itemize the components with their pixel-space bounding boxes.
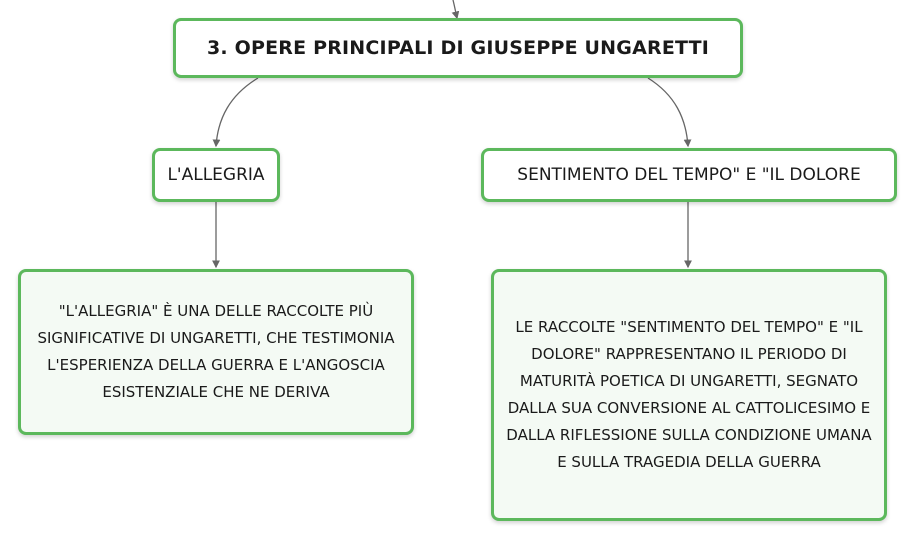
branch-node-sentimento[interactable] <box>481 148 897 202</box>
branch-title-sentimento: SENTIMENTO DEL TEMPO" E "IL DOLORE <box>517 165 861 185</box>
connector-root-to-allegria <box>216 78 258 146</box>
leaf-text-allegria: "L'ALLEGRIA" È UNA DELLE RACCOLTE PIÙ SIGNIFICATIVE DI UNGARETTI, CHE TESTIMONIA L'ESPERIENZA DELLA GUERRA E L'ANGOSCIA ESISTENZIALE CHE NE DERIVA <box>37 302 395 401</box>
root-node[interactable] <box>173 18 743 78</box>
connector-root-to-sentimento <box>648 78 688 146</box>
branch-title-allegria: L'ALLEGRIA <box>167 165 265 185</box>
branch-node-allegria[interactable] <box>152 148 280 202</box>
root-title: 3. OPERE PRINCIPALI DI GIUSEPPE UNGARETTI <box>206 37 710 59</box>
leaf-text-sentimento: LE RACCOLTE "SENTIMENTO DEL TEMPO" E "IL DOLORE" RAPPRESENTANO IL PERIODO DI MATURITÀ POETICA DI UNGARETTI, SEGNATO DALLA SUA CONVERSIONE AL CATTOLICESIMO E DALLA RIFLESSIONE SULLA CONDIZIONE UMANA E SULLA TRAGEDIA DELLA GUERRA <box>506 318 872 471</box>
leaf-node-sentimento-description[interactable] <box>491 269 887 521</box>
connector-parent-to-root <box>453 0 457 18</box>
leaf-node-allegria-description[interactable] <box>18 269 414 435</box>
